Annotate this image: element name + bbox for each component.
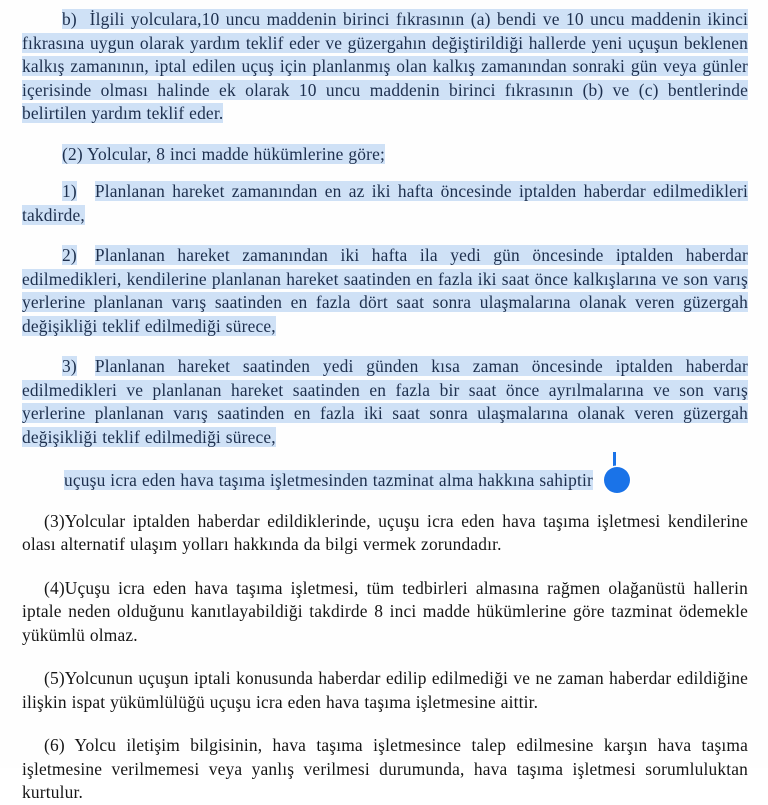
list-item-3-marker: 3) [62, 356, 77, 376]
paragraph-5-text: (5)Yolcunun uçuşun iptali konusunda haberdar edilip edilmediği ve ne zaman haberdar edildiğine ilişkin ispat yükümlülüğü uçuşu icra eden hava taşıma işletmesine aittir. [22, 668, 748, 712]
list-item-2-marker: 2) [62, 245, 77, 265]
spacer [22, 227, 748, 244]
list-item-2[interactable] [22, 244, 748, 338]
spacer [22, 714, 748, 734]
spacer [22, 126, 748, 143]
list-item-1[interactable] [22, 180, 748, 227]
list-item-1-text: Planlanan hareket zamanından en az iki hafta öncesinde iptalden haberdar edilmedikleri takdirde, [22, 181, 748, 225]
spacer [22, 493, 748, 510]
spacer [22, 338, 748, 355]
spacer [22, 647, 748, 667]
paragraph-5[interactable] [22, 667, 748, 714]
paragraph-2-text: (2) Yolcular, 8 inci madde hükümlerine göre; [62, 143, 385, 164]
paragraph-6-text: (6) Yolcu iletişim bilgisinin, hava taşıma işletmesince talep edilmesine karşın hava taşıma işletmesine verilmemesi veya yanlış verilmesi durumunda, hava taşıma işletmesi sorumluluktan kurtulur. [22, 735, 748, 802]
list-item-3-text: Planlanan hareket saatinden yedi günden kısa zaman öncesinde iptalden haberdar edilmedikleri ve planlanan hareket saatinden en fazla bir saat önce ayrılmalarına ve son varış yerlerine planlanan varış saatinden en fazla iki saat sonra ulaşmalarına olanak veren güzergah değişikliği teklif edilmediği sürece, [22, 356, 748, 447]
paragraph-3[interactable] [22, 510, 748, 557]
paragraph-3-text: (3)Yolcular iptalden haberdar edildiklerinde, uçuşu icra eden hava taşıma işletmesi kendilerine olası alternatif ulaşım yolları hakkında da bilgi vermek zorundadır. [22, 510, 748, 554]
spacer [22, 449, 748, 469]
spacer [22, 557, 748, 577]
list-item-1-marker: 1) [62, 181, 77, 201]
selection-handle-knob [604, 467, 630, 493]
paragraph-4-text: (4)Uçuşu icra eden hava taşıma işletmesi, tüm tedbirleri almasına rağmen olağanüstü hallerin iptale neden olduğunu kanıtlayabildiği takdirde 8 inci madde hükümlerine göre tazminat ödemekle yükümlü olmaz. [22, 577, 748, 645]
clause-closing[interactable] [22, 469, 748, 493]
paragraph-b[interactable] [22, 8, 748, 126]
paragraph-b-marker: b) [62, 9, 77, 29]
selection-end-handle[interactable] [604, 452, 638, 494]
paragraph-6[interactable] [22, 734, 748, 805]
list-item-3[interactable] [22, 355, 748, 449]
spacer [22, 166, 748, 180]
list-item-2-text: Planlanan hareket zamanından iki hafta ila yedi gün öncesinde iptalden haberdar edilmedikleri, kendilerine planlanan hareket saatinden en fazla iki saat önce kalkışlarına ve son varış yerlerine planlanan varış saatinden en fazla dört saat sonra ulaşmalarına olanak veren güzergah değişikliği teklif edilmediği sürece, [22, 245, 748, 336]
paragraph-4[interactable] [22, 577, 748, 648]
paragraph-2[interactable] [22, 143, 748, 167]
paragraph-b-text: İlgili yolculara,10 uncu maddenin birinci fıkrasının (a) bendi ve 10 uncu maddenin ikinci fıkrasına uygun olarak yardım teklif eder ve güzergahın değiştirildiği hallerde yeni uçuşun beklenen kalkış zamanının, iptal edilen uçuş için planlanmış olan kalkış zamanından sonraki gün veya günler içerisinde olması halinde ek olarak 10 uncu maddenin birinci fıkrasının (b) ve (c) bentlerinde belirtilen yardım teklif eder. [22, 9, 748, 123]
clause-closing-text: uçuşu icra eden hava taşıma işletmesinden tazminat alma hakkına sahiptir [64, 470, 593, 490]
